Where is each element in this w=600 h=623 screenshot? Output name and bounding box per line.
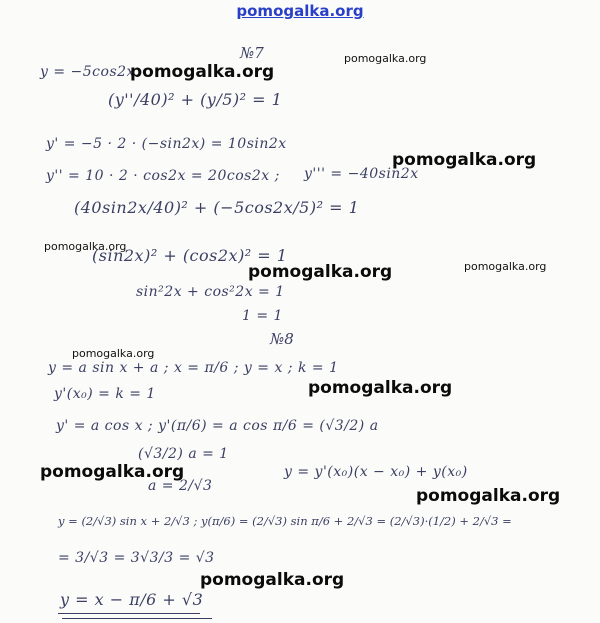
p7-line-4: y'' = 10 · 2 · cos2x = 20cos2x ; [46, 168, 280, 184]
p8-line-9: y = x − π/6 + √3 [60, 590, 204, 609]
watermark-bold: pomogalka.org [248, 262, 393, 282]
watermark-bold: pomogalka.org [308, 378, 453, 398]
watermark-small: pomogalka.org [464, 260, 547, 273]
p7-line-9: 1 = 1 [242, 308, 283, 324]
watermark-small: pomogalka.org [72, 347, 155, 360]
p7-line-2: (y''/40)² + (y/5)² = 1 [108, 90, 283, 109]
p7-line-7: (sin2x)² + (cos2x)² = 1 [92, 246, 288, 265]
watermark-small: pomogalka.org [344, 52, 427, 65]
p8-line-7: y = (2/√3) sin x + 2/√3 ; y(π/6) = (2/√3) sin π/6 + 2/√3 = (2/√3)·(1/2) + 2/√3 = [58, 514, 512, 528]
p8-line-1: y = a sin x + a ; x = π/6 ; y = x ; k = 1 [48, 360, 339, 376]
watermark-bold: pomogalka.org [130, 62, 275, 82]
p7-line-5: y''' = −40sin2x [304, 166, 419, 182]
p7-line-3: y' = −5 · 2 · (−sin2x) = 10sin2x [46, 136, 287, 152]
watermark-bold: pomogalka.org [392, 150, 537, 170]
p7-line-1: y = −5cos2x [40, 64, 135, 80]
answer-underline-2 [62, 618, 212, 619]
answer-underline-1 [58, 613, 200, 614]
p8-line-8: = 3/√3 = 3√3/3 = √3 [58, 550, 215, 566]
p8-line-6: y = y'(x₀)(x − x₀) + y(x₀) [284, 464, 468, 480]
watermark-top: pomogalka.org [236, 2, 364, 20]
watermark-bold: pomogalka.org [200, 570, 345, 590]
p8-line-3: y' = a cos x ; y'(π/6) = a cos π/6 = (√3/2) a [56, 418, 379, 434]
problem-7-header: №7 [240, 44, 264, 62]
watermark-bold: pomogalka.org [416, 486, 561, 506]
p8-line-2: y'(x₀) = k = 1 [54, 386, 156, 402]
watermark-bold: pomogalka.org [40, 462, 185, 482]
watermark-small: pomogalka.org [44, 240, 127, 253]
p8-line-5: a = 2/√3 [148, 478, 213, 494]
p7-line-8: sin²2x + cos²2x = 1 [136, 284, 285, 300]
problem-8-header: №8 [270, 330, 294, 348]
p8-line-4: (√3/2) a = 1 [138, 446, 229, 462]
p7-line-6: (40sin2x/40)² + (−5cos2x/5)² = 1 [74, 198, 360, 217]
